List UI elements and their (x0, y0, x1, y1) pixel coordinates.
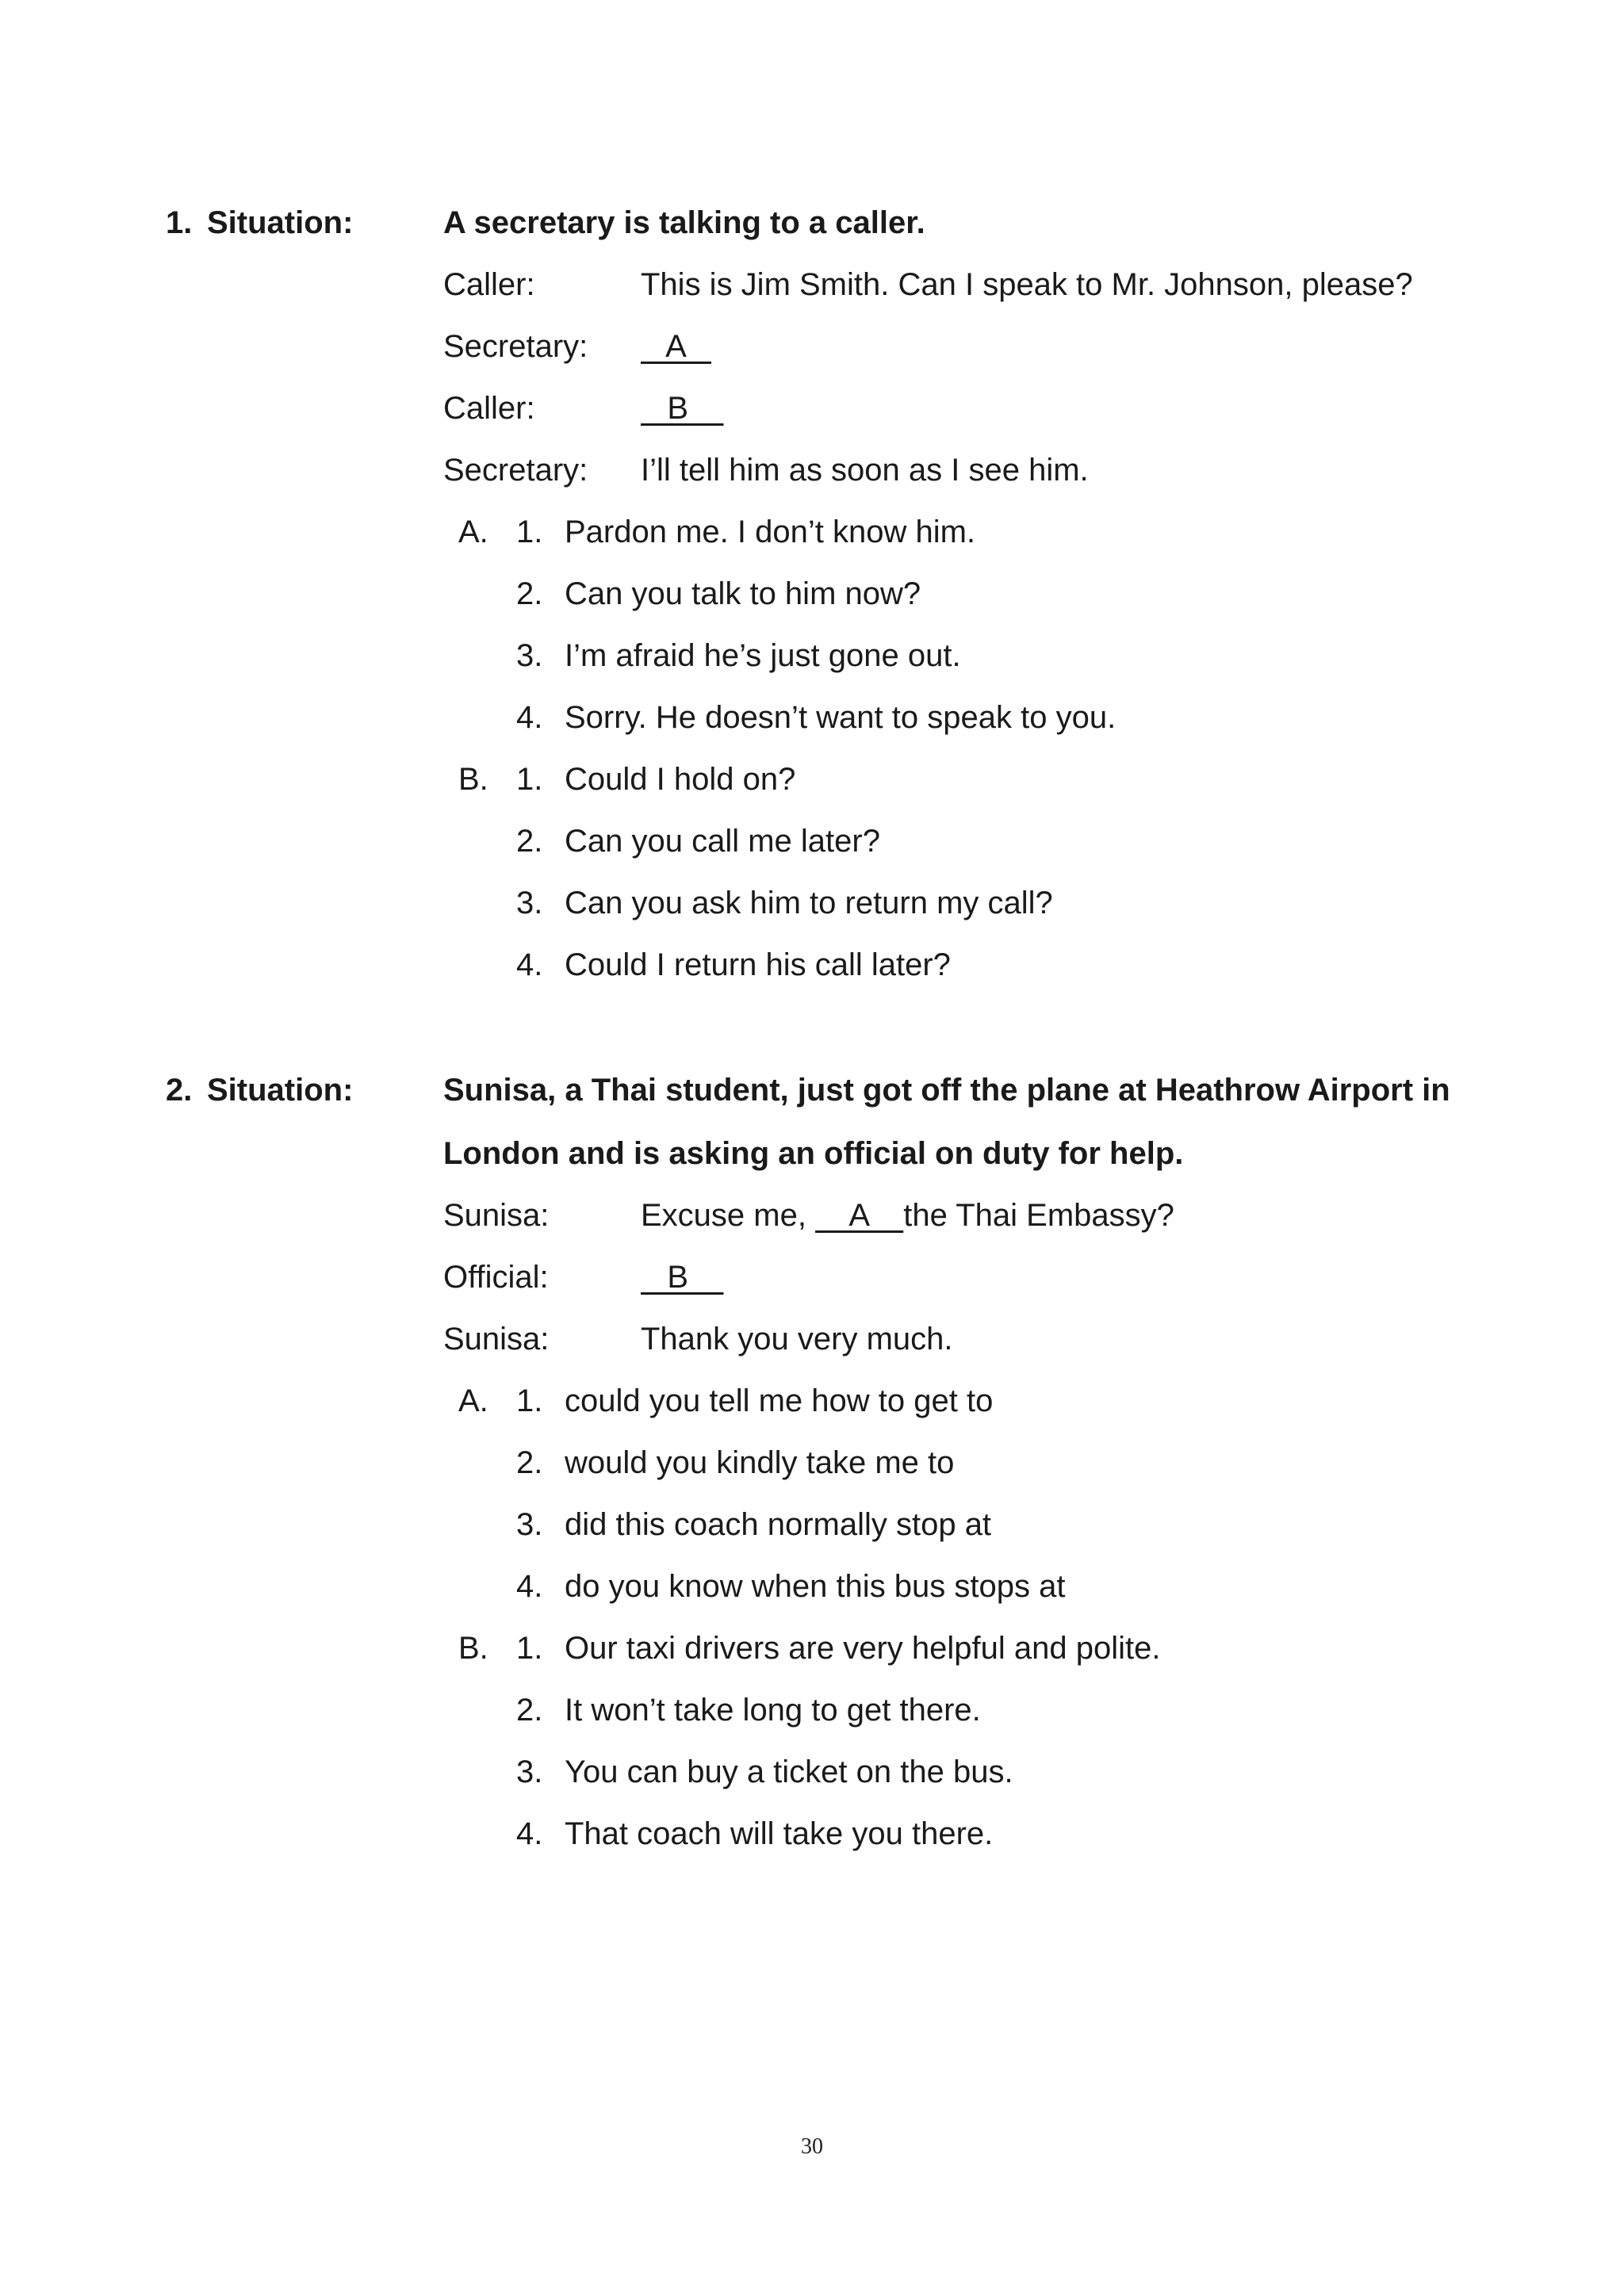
option-text: Could I return his call later? (565, 947, 951, 982)
situation-number: 1. (166, 205, 193, 240)
page-number: 30 (801, 2134, 823, 2159)
option-letter: A. (458, 1383, 488, 1418)
option-number: 1. (516, 1631, 543, 1666)
option-text: Could I hold on? (565, 762, 796, 797)
dialogue-text: Excuse me, (641, 1198, 816, 1233)
dialogue-text: Thank you very much. (641, 1322, 953, 1357)
dialogue-line (443, 388, 723, 428)
option-number: 2. (516, 1693, 543, 1728)
situation-heading (166, 203, 353, 243)
option-text: It won’t take long to get there. (565, 1693, 981, 1728)
answer-blank-a: A (815, 1198, 904, 1233)
option-text: Our taxi drivers are very helpful and polite. (565, 1631, 1161, 1666)
option-letter: A. (458, 515, 488, 549)
option-number: 1. (516, 762, 543, 797)
option-number: 2. (516, 1445, 543, 1480)
answer-blank-b: B (641, 1260, 724, 1295)
speaker-label: Secretary: (443, 453, 588, 488)
option-number: 2. (516, 824, 543, 859)
dialogue-line (443, 450, 1089, 490)
option-number: 3. (516, 638, 543, 673)
dialogue-text: the Thai Embassy? (903, 1198, 1174, 1233)
dialogue-text: I’ll tell him as soon as I see him. (641, 453, 1089, 488)
option-number: 4. (516, 1816, 543, 1851)
option-text: Pardon me. I don’t know him. (565, 515, 976, 549)
option-number: 4. (516, 1569, 543, 1604)
option-number: 2. (516, 576, 543, 611)
situation-description: A secretary is talking to a caller. (443, 205, 925, 240)
option-number: 4. (516, 700, 543, 735)
option-text: Can you ask him to return my call? (565, 886, 1053, 920)
option-text: did this coach normally stop at (565, 1507, 992, 1542)
option-text: Can you talk to him now? (565, 576, 921, 611)
dialogue-text: This is Jim Smith. Can I speak to Mr. Johnson, please? (641, 267, 1413, 302)
option-letter: B. (458, 762, 488, 797)
situation-description: Sunisa, a Thai student, just got off the plane at Heathrow Airport in London and is asking an official on duty for help. (443, 1073, 1450, 1171)
option-text: You can buy a ticket on the bus. (565, 1755, 1013, 1789)
speaker-label: Caller: (443, 391, 535, 426)
option-number: 3. (516, 886, 543, 920)
situation-label: Situation: (207, 205, 354, 240)
answer-blank-a: A (641, 329, 711, 364)
option-letter: B. (458, 1631, 488, 1666)
option-text: That coach will take you there. (565, 1816, 994, 1851)
dialogue-line (443, 265, 1413, 304)
option-text: Can you call me later? (565, 824, 880, 859)
situation-label: Situation: (207, 1073, 354, 1108)
option-number: 4. (516, 947, 543, 982)
situation-heading (166, 1070, 353, 1110)
option-number: 3. (516, 1507, 543, 1542)
dialogue-line (443, 1257, 723, 1297)
answer-blank-b: B (641, 391, 724, 426)
option-number: 3. (516, 1755, 543, 1789)
speaker-label: Sunisa: (443, 1198, 550, 1233)
dialogue-line (443, 1319, 953, 1359)
speaker-label: Caller: (443, 267, 535, 302)
speaker-label: Sunisa: (443, 1322, 550, 1357)
option-number: 1. (516, 515, 543, 549)
dialogue-line (443, 327, 711, 366)
option-text: do you know when this bus stops at (565, 1569, 1066, 1604)
option-text: I’m afraid he’s just gone out. (565, 638, 961, 673)
speaker-label: Secretary: (443, 329, 588, 364)
option-text: Sorry. He doesn’t want to speak to you. (565, 700, 1116, 735)
dialogue-line (443, 1196, 1174, 1235)
speaker-label: Official: (443, 1260, 549, 1295)
option-text: would you kindly take me to (565, 1445, 955, 1480)
option-text: could you tell me how to get to (565, 1383, 994, 1418)
option-number: 1. (516, 1383, 543, 1418)
situation-number: 2. (166, 1073, 193, 1108)
